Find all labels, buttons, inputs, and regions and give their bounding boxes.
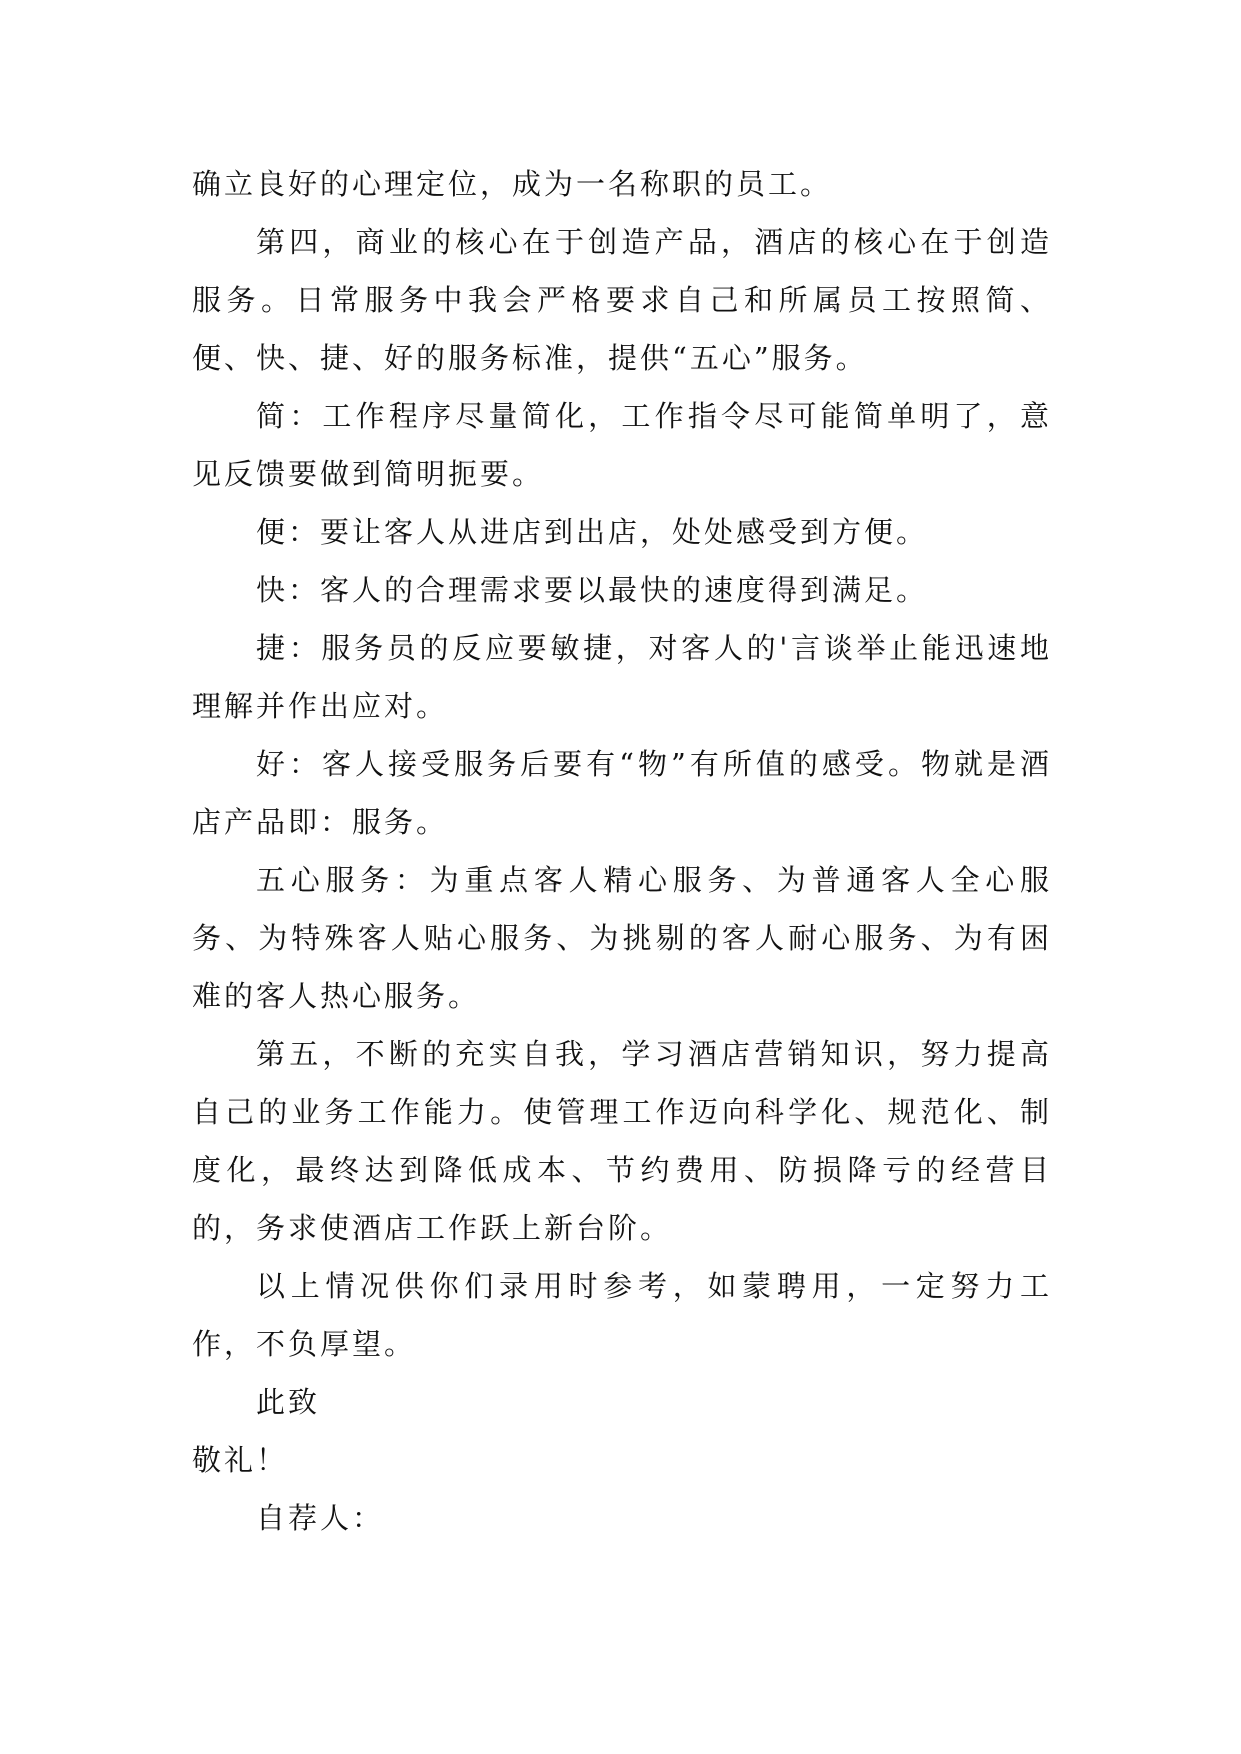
- signature-line: 自荐人：: [256, 1501, 385, 1535]
- paragraph-jie: 捷：服务员的反应要敏捷，对客人的'言谈举止能迅速地理解并作出应对。: [192, 631, 1052, 723]
- paragraph-kuai: 快：客人的合理需求要以最快的速度得到满足。: [256, 573, 929, 607]
- paragraph-continuation: 确立良好的心理定位，成为一名称职的员工。: [192, 167, 833, 201]
- paragraph-point-five: 第五，不断的充实自我，学习酒店营销知识，努力提高自己的业务工作能力。使管理工作迈向科学化、规范化、制度化，最终达到降低成本、节约费用、防损降亏的经营目的，务求使酒店工作跃上新台阶。: [192, 1037, 1052, 1245]
- paragraph-five-heart-service: 五心服务：为重点客人精心服务、为普通客人全心服务、为特殊客人贴心服务、为挑剔的客人耐心服务、为有困难的客人热心服务。: [192, 863, 1052, 1013]
- paragraph-closing-statement: 以上情况供你们录用时参考，如蒙聘用，一定努力工作，不负厚望。: [192, 1269, 1052, 1361]
- paragraph-bian: 便：要让客人从进店到出店，处处感受到方便。: [256, 515, 929, 549]
- paragraph-jian: 简：工作程序尽量简化，工作指令尽可能简单明了，意见反馈要做到简明扼要。: [192, 399, 1052, 491]
- paragraph-point-four: 第四，商业的核心在于创造产品，酒店的核心在于创造服务。日常服务中我会严格要求自己和所属员工按照简、便、快、捷、好的服务标准，提供“五心”服务。: [192, 225, 1052, 375]
- salutation-jingli: 敬礼！: [192, 1443, 289, 1477]
- paragraph-hao: 好：客人接受服务后要有“物”有所值的感受。物就是酒店产品即：服务。: [192, 747, 1052, 839]
- document-body: [192, 155, 1052, 1547]
- salutation-cizhi: 此致: [256, 1385, 321, 1419]
